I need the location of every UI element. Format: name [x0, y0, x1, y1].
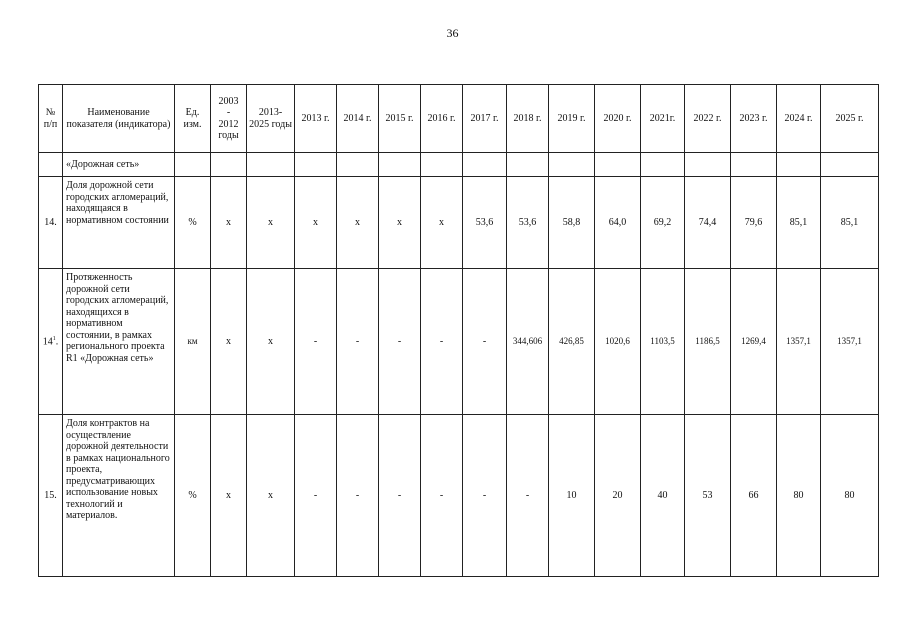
row-cell: x: [337, 177, 379, 269]
row-cell: 69,2: [641, 177, 685, 269]
header-year: 2017 г.: [463, 85, 507, 153]
row-cell: -: [463, 415, 507, 577]
section-title: «Дорожная сеть»: [63, 153, 175, 177]
row-cell: 58,8: [549, 177, 595, 269]
row-cell: x: [247, 177, 295, 269]
header-year: 2015 г.: [379, 85, 421, 153]
row-cell: 20: [595, 415, 641, 577]
row-cell: -: [337, 269, 379, 415]
row-cell: 53,6: [463, 177, 507, 269]
row-cell: -: [421, 269, 463, 415]
row-cell: 53,6: [507, 177, 549, 269]
row-cell: -: [463, 269, 507, 415]
row-cell: -: [295, 415, 337, 577]
row-cell: 344,606: [507, 269, 549, 415]
header-period-2013-2025: 2013-2025 годы: [247, 85, 295, 153]
row-unit: км: [175, 269, 211, 415]
row-cell: 66: [731, 415, 777, 577]
section-row: [39, 153, 879, 177]
row-cell: -: [379, 269, 421, 415]
row-unit: %: [175, 177, 211, 269]
header-year: 2016 г.: [421, 85, 463, 153]
row-cell: -: [507, 415, 549, 577]
header-year: 2022 г.: [685, 85, 731, 153]
header-num: № п/п: [39, 85, 63, 153]
row-cell: x: [379, 177, 421, 269]
row-cell: 40: [641, 415, 685, 577]
row-cell: x: [211, 415, 247, 577]
header-year: 2020 г.: [595, 85, 641, 153]
header-year: 2019 г.: [549, 85, 595, 153]
row-cell: 79,6: [731, 177, 777, 269]
header-year: 2013 г.: [295, 85, 337, 153]
header-year: 2014 г.: [337, 85, 379, 153]
row-cell: 1103,5: [641, 269, 685, 415]
row-name: Доля дорожной сети городских агломераций, находящаяся в нормативном состоянии: [63, 177, 175, 269]
header-year: 2023 г.: [731, 85, 777, 153]
row-cell: 85,1: [777, 177, 821, 269]
table-row: [39, 415, 879, 577]
row-cell: 10: [549, 415, 595, 577]
row-cell: -: [337, 415, 379, 577]
header-row: [39, 85, 879, 153]
table-row: [39, 269, 879, 415]
row-num: 14.: [39, 177, 63, 269]
header-year: 2025 г.: [821, 85, 879, 153]
row-cell: 85,1: [821, 177, 879, 269]
row-cell: x: [247, 269, 295, 415]
indicators-table: [38, 84, 879, 577]
row-cell: 53: [685, 415, 731, 577]
header-year: 2024 г.: [777, 85, 821, 153]
row-cell: 1357,1: [821, 269, 879, 415]
row-cell: 74,4: [685, 177, 731, 269]
row-name: Протяженность дорожной сети городских агломераций, находящихся в нормативном состоянии, в рамках регионального проекта R1 «Дорожная сеть»: [63, 269, 175, 415]
row-cell: 1186,5: [685, 269, 731, 415]
row-cell: -: [379, 415, 421, 577]
row-cell: -: [421, 415, 463, 577]
page-number: 36: [446, 26, 459, 40]
row-cell: -: [295, 269, 337, 415]
row-num: 15.: [39, 415, 63, 577]
row-cell: 80: [777, 415, 821, 577]
row-num: $14^1$.: [39, 269, 63, 415]
row-cell: 64,0: [595, 177, 641, 269]
table-row: [39, 177, 879, 269]
header-year: 2018 г.: [507, 85, 549, 153]
row-name: Доля контрактов на осуществление дорожной деятельности в рамках национального проекта, предусматривающих использование новых технологий и материалов.: [63, 415, 175, 577]
header-name: Наименование показателя (индикатора): [63, 85, 175, 153]
header-unit: Ед. изм.: [175, 85, 211, 153]
row-cell: x: [421, 177, 463, 269]
header-period-2003-2012: 2003 - 2012 годы: [211, 85, 247, 153]
row-cell: 426,85: [549, 269, 595, 415]
row-cell: x: [295, 177, 337, 269]
row-cell: 1020,6: [595, 269, 641, 415]
row-unit: %: [175, 415, 211, 577]
header-year: 2021г.: [641, 85, 685, 153]
row-cell: 1357,1: [777, 269, 821, 415]
row-cell: 1269,4: [731, 269, 777, 415]
row-cell: x: [211, 269, 247, 415]
row-cell: x: [211, 177, 247, 269]
row-cell: x: [247, 415, 295, 577]
row-cell: 80: [821, 415, 879, 577]
